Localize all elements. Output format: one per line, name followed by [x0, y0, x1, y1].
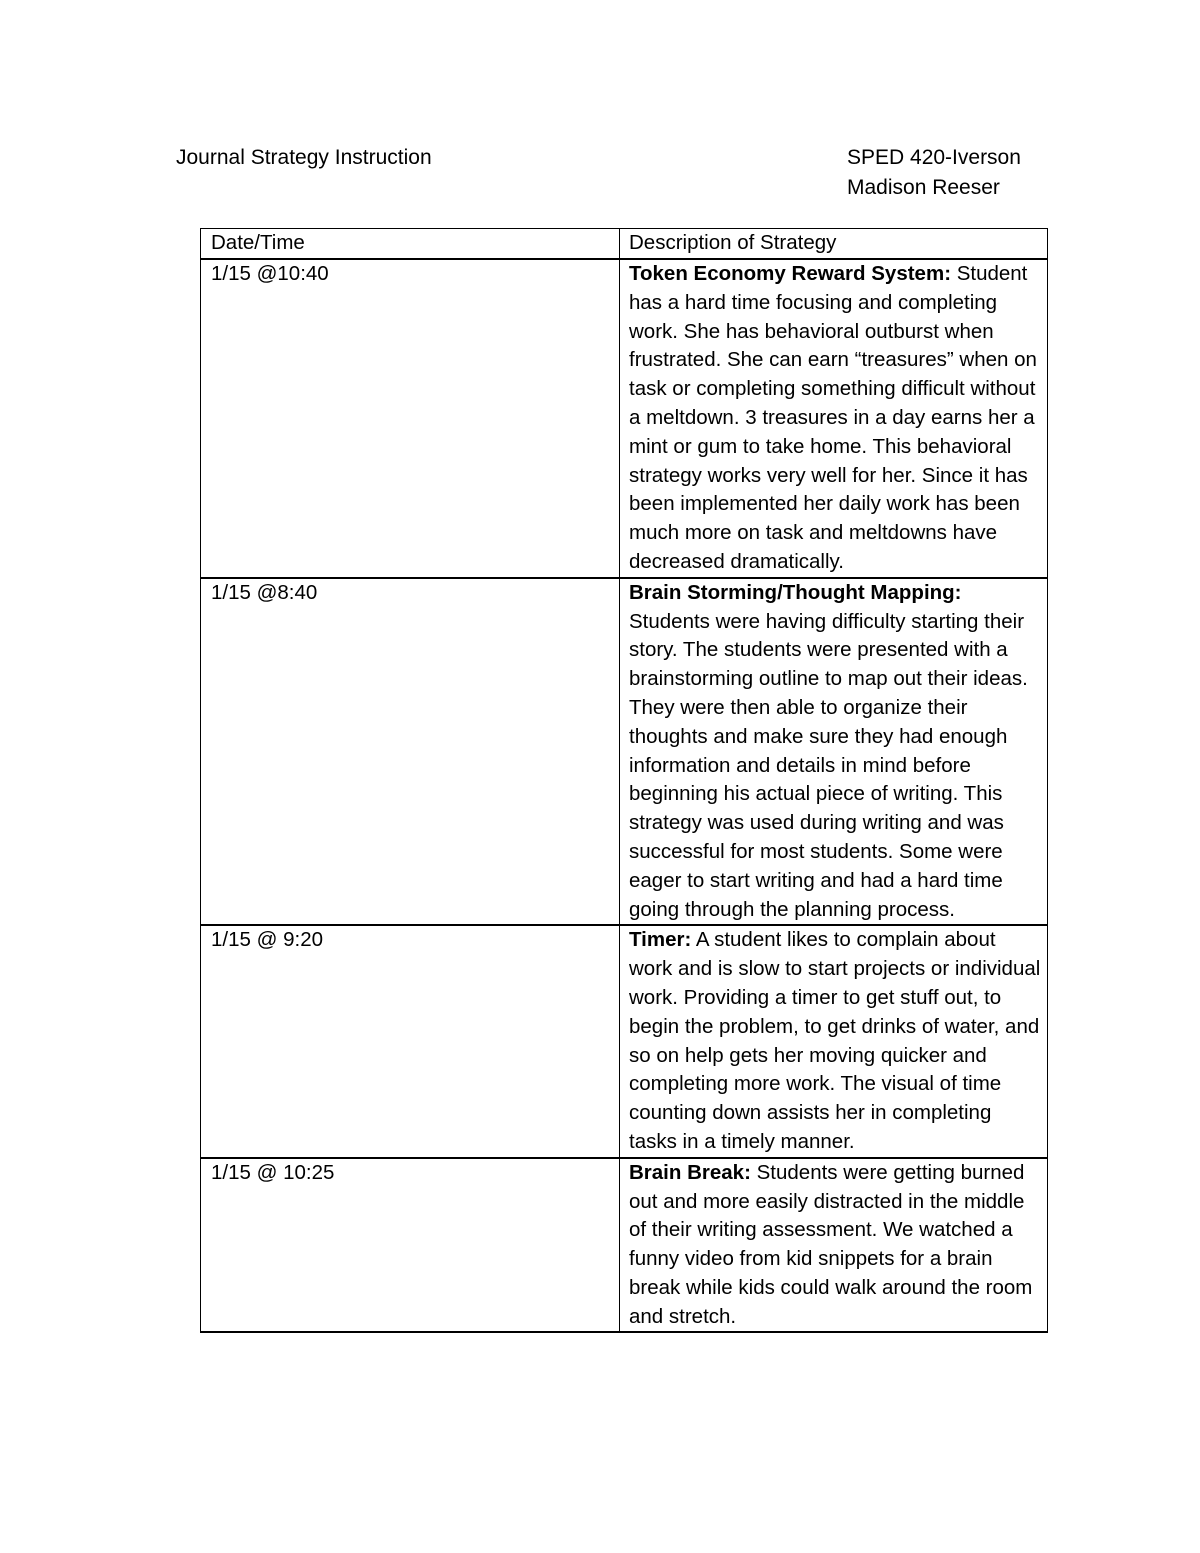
table-row	[201, 925, 1048, 1157]
table-row	[201, 259, 1048, 578]
datetime-cell: 1/15 @ 10:25	[201, 1158, 620, 1333]
table-row	[201, 1158, 1048, 1333]
strategy-journal-table	[200, 228, 1048, 1333]
description-cell	[620, 578, 1048, 926]
description-cell	[620, 259, 1048, 578]
column-header-datetime: Date/Time	[201, 229, 620, 260]
strategy-name: Token Economy Reward System:	[629, 262, 952, 285]
strategy-name: Brain Storming/Thought Mapping:	[629, 580, 962, 604]
strategy-description: Student has a hard time focusing and completing work. She has behavioral outburst when frustrated. She can earn “treasures” when on task or completing something difficult without a meltdown. 3 treasures in a day earns her a mint or gum to take home. This behavioral strategy works very well for her. Since it has been implemented her daily work has been much more on task and meltdowns have decreased dramatically.	[629, 262, 1037, 573]
strategy-name: Timer:	[629, 928, 692, 952]
table-row	[201, 578, 1048, 926]
course-author-block	[847, 143, 1021, 203]
document-title: Journal Strategy Instruction	[176, 146, 432, 169]
column-header-description: Description of Strategy	[620, 229, 1048, 260]
description-cell	[620, 1158, 1048, 1333]
strategy-name: Brain Break:	[629, 1160, 751, 1184]
strategy-description: Students were having difficulty starting their story. The students were presented with a brainstorming outline to map out their ideas. They were then able to organize their thoughts and make sure they had enough information and details in mind before beginning his actual piece of writing. This strategy was used during writing and was successful for most students. Some were eager to start writing and had a hard time going through the planning process.	[629, 609, 1028, 921]
course-label: SPED 420-Iverson	[847, 146, 1021, 169]
datetime-cell: 1/15 @10:40	[201, 259, 620, 578]
datetime-cell: 1/15 @ 9:20	[201, 925, 620, 1157]
description-cell	[620, 925, 1048, 1157]
author-name: Madison Reeser	[847, 176, 1000, 199]
table-header-row	[201, 229, 1048, 260]
datetime-cell: 1/15 @8:40	[201, 578, 620, 926]
strategy-description: A student likes to complain about work and is slow to start projects or individual work. Providing a timer to get stuff out, to begin the problem, to get drinks of water, and so on help gets her moving quicker and completing more work. The visual of time counting down assists her in completing tasks in a timely manner.	[629, 928, 1041, 1153]
strategy-description: Students were getting burned out and more easily distracted in the middle of their writing assessment. We watched a funny video from kid snippets for a brain break while kids could walk around the room and stretch.	[629, 1160, 1033, 1328]
